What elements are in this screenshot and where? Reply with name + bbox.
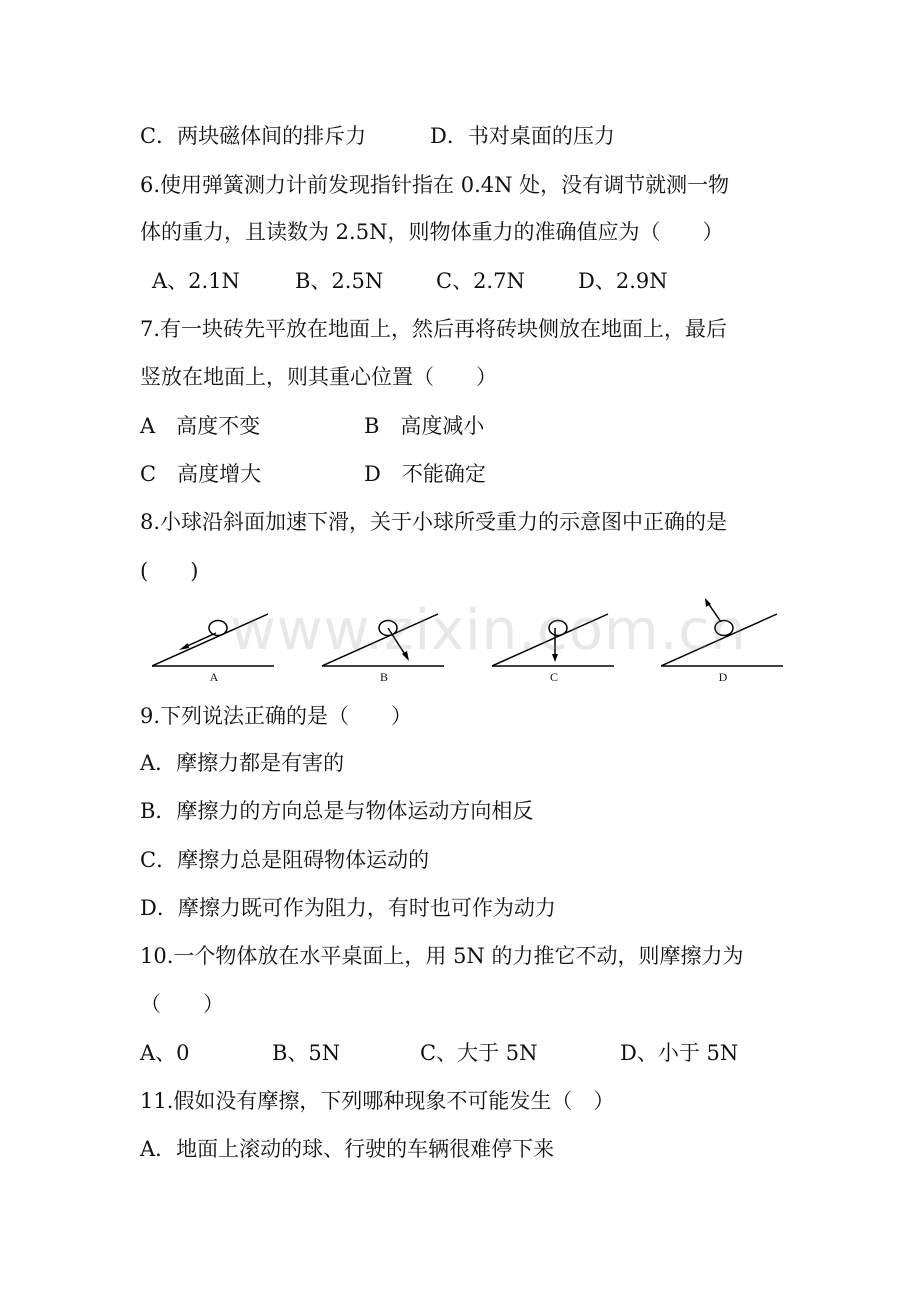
q10-option-b: B、5N bbox=[272, 1041, 341, 1065]
q6-option-c: C、2.7N bbox=[436, 269, 525, 293]
q10-stem-line1: 10.一个物体放在水平桌面上，用 5N 的力推它不动，则摩擦力为 bbox=[140, 944, 744, 968]
q8-figures bbox=[140, 590, 820, 700]
q5-option-c: C．两块磁体间的排斥力 bbox=[140, 124, 367, 148]
q6-stem-line2: 体的重力，且读数为 2.5N，则物体重力的准确值应为（ ） bbox=[140, 220, 724, 244]
q8-stem-line2: ( ) bbox=[140, 559, 199, 583]
q8-label-c: C bbox=[549, 670, 558, 684]
q8-figure-a bbox=[152, 590, 322, 690]
q6-option-d: D、2.9N bbox=[578, 269, 668, 293]
watermark-text: www.zixin.com.cn bbox=[230, 598, 747, 663]
incline-diagram-a bbox=[152, 590, 322, 690]
q6-option-a: A、2.1N bbox=[152, 269, 240, 293]
q7-option-d: D 不能确定 bbox=[364, 462, 486, 486]
q10-option-d: D、小于 5N bbox=[620, 1041, 739, 1065]
q8-label-a: A bbox=[209, 670, 219, 684]
q8-stem-line1: 8.小球沿斜面加速下滑，关于小球所受重力的示意图中正确的是 bbox=[140, 510, 728, 534]
q6-stem-line1: 6.使用弹簧测力计前发现指针指在 0.4N 处，没有调节就测一物 bbox=[140, 173, 730, 197]
q5-option-d: D．书对桌面的压力 bbox=[430, 124, 615, 148]
q10-option-c: C、大于 5N bbox=[420, 1041, 538, 1065]
q7-option-a: A 高度不变 bbox=[140, 414, 261, 438]
q9-option-c: C．摩擦力总是阻碍物体运动的 bbox=[140, 848, 430, 872]
q9-stem: 9.下列说法正确的是（ ） bbox=[140, 704, 413, 728]
incline-diagram-b bbox=[322, 590, 492, 690]
incline-diagram-d bbox=[661, 590, 831, 690]
q8-label-b: B bbox=[379, 670, 388, 684]
q11-stem: 11.假如没有摩擦，下列哪种现象不可能发生（ ） bbox=[140, 1089, 615, 1113]
q8-figure-c bbox=[492, 590, 662, 690]
q8-figure-d bbox=[661, 590, 831, 690]
q7-stem-line2: 竖放在地面上，则其重心位置（ ） bbox=[140, 365, 497, 389]
q11-option-a: A．地面上滚动的球、行驶的车辆很难停下来 bbox=[140, 1137, 555, 1161]
q10-option-a: A、0 bbox=[140, 1041, 190, 1065]
q8-label-d: D bbox=[718, 670, 728, 684]
q9-option-a: A．摩擦力都是有害的 bbox=[140, 751, 345, 775]
q10-stem-line2: （ ） bbox=[140, 992, 224, 1016]
q7-option-b: B 高度减小 bbox=[364, 414, 485, 438]
incline-diagram-c bbox=[492, 590, 662, 690]
q9-option-b: B．摩擦力的方向总是与物体运动方向相反 bbox=[140, 799, 534, 823]
q6-option-b: B、2.5N bbox=[295, 269, 384, 293]
q7-option-c: C 高度增大 bbox=[140, 462, 262, 486]
q9-option-d: D．摩擦力既可作为阻力，有时也可作为动力 bbox=[140, 896, 556, 920]
q8-figure-b bbox=[322, 590, 492, 690]
q7-stem-line1: 7.有一块砖先平放在地面上，然后再将砖块侧放在地面上，最后 bbox=[140, 317, 728, 341]
